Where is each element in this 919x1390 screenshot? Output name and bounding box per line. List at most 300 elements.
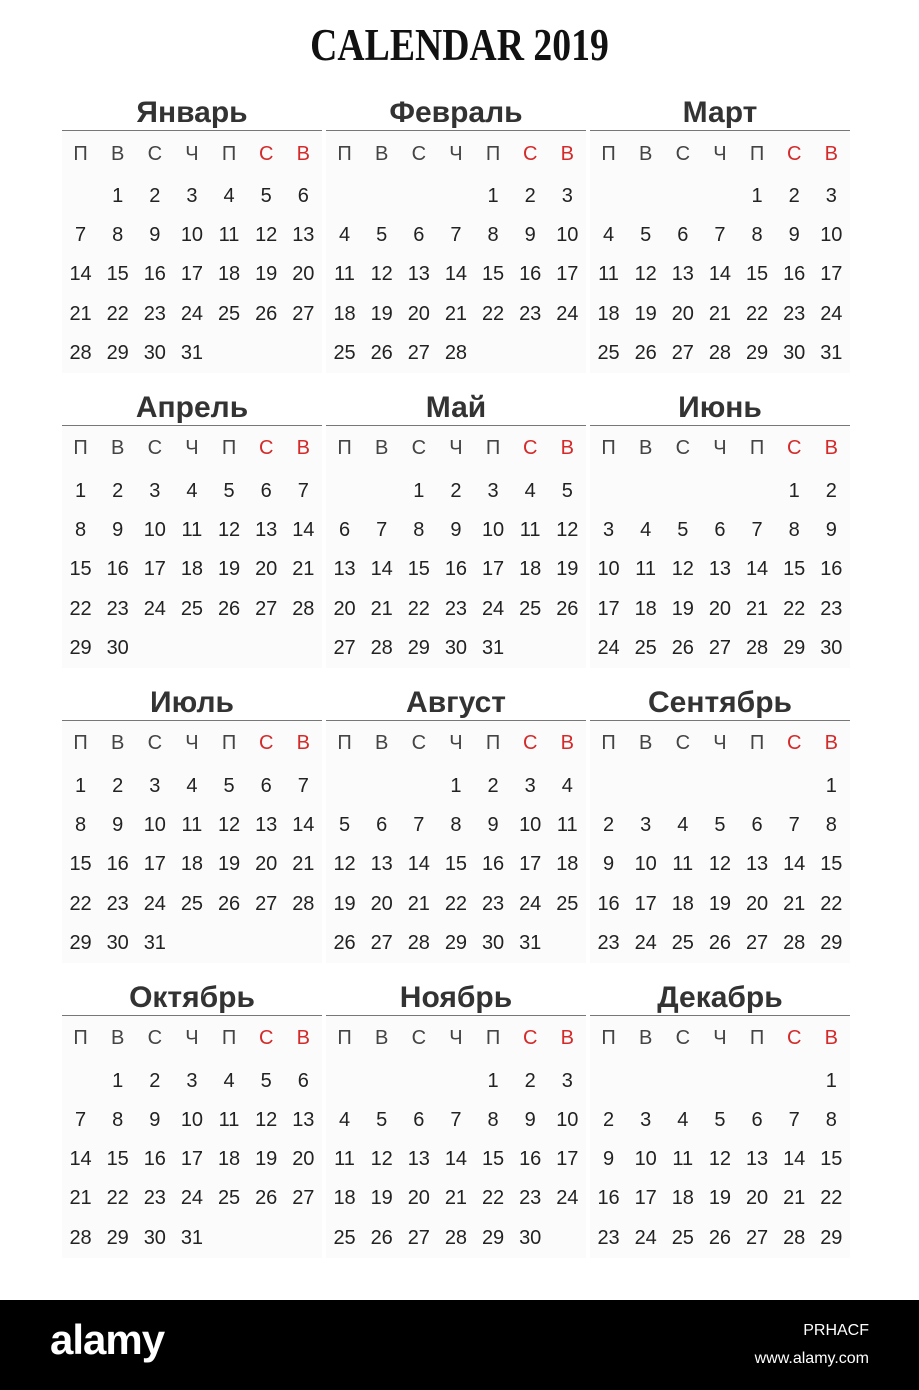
day-cell: 7: [297, 774, 309, 797]
days-grid: [62, 767, 322, 963]
weekday-label: П: [749, 437, 765, 460]
weekday-header: [326, 1016, 586, 1062]
weekday-label: В: [824, 1027, 838, 1050]
day-cell: 6: [714, 519, 726, 542]
day-cell: 18: [217, 263, 241, 286]
day-cell: 16: [106, 853, 129, 876]
weekday-label: П: [485, 142, 501, 165]
day-cell: 12: [333, 853, 356, 876]
day-cell: 2: [524, 1069, 536, 1092]
day-cell: 2: [112, 774, 124, 797]
weekday-label: В: [560, 1027, 574, 1050]
day-cell: 14: [708, 263, 732, 286]
weekday-header: [62, 721, 322, 767]
day-cell: 7: [714, 224, 726, 247]
day-cell: 13: [333, 558, 356, 581]
day-cell: 7: [413, 814, 425, 837]
day-cell: 15: [783, 558, 806, 581]
weekday-label: В: [639, 1027, 653, 1050]
day-cell: 13: [407, 263, 430, 286]
days-grid: [590, 767, 850, 963]
day-cell: 3: [640, 814, 652, 837]
month-block: [326, 391, 586, 668]
weekday-label: П: [749, 142, 765, 165]
day-cell: 21: [292, 558, 315, 581]
day-cell: 9: [149, 1109, 161, 1132]
weekday-label: Ч: [713, 142, 727, 165]
day-cell: 29: [481, 1226, 505, 1249]
day-cell: 25: [180, 597, 204, 620]
weekday-label: С: [786, 437, 802, 460]
weekday-label: П: [73, 732, 88, 755]
day-cell: 9: [603, 1148, 615, 1171]
day-cell: 18: [519, 558, 542, 581]
day-cell: 13: [745, 1148, 769, 1171]
day-cell: 27: [671, 341, 694, 364]
day-cell: 8: [751, 224, 763, 247]
weekday-header: [62, 426, 322, 472]
day-cell: 10: [180, 224, 204, 247]
day-cell: 11: [334, 263, 355, 286]
day-cell: 25: [671, 1226, 694, 1249]
weekday-label: С: [147, 142, 163, 165]
weekday-label: В: [111, 142, 125, 165]
weekday-label: С: [411, 437, 427, 460]
day-cell: 14: [370, 558, 393, 581]
day-cell: 29: [106, 1226, 129, 1249]
day-cell: 9: [788, 224, 800, 247]
day-cell: 7: [450, 1109, 462, 1132]
month-name: Январь: [62, 96, 322, 131]
watermark-footer: [0, 1300, 919, 1390]
day-cell: 19: [217, 853, 241, 876]
month-name: Февраль: [326, 96, 586, 131]
day-cell: 17: [180, 263, 204, 286]
weekday-label: Ч: [713, 1027, 727, 1050]
day-cell: 14: [745, 558, 769, 581]
weekday-label: В: [375, 732, 389, 755]
day-cell: 28: [444, 1226, 468, 1249]
weekday-label: П: [485, 437, 501, 460]
day-cell: 4: [524, 480, 536, 503]
day-cell: 1: [75, 480, 87, 503]
day-cell: 13: [671, 263, 694, 286]
weekday-label: П: [337, 142, 352, 165]
day-cell: 12: [370, 1148, 393, 1171]
weekday-label: С: [675, 732, 691, 755]
day-cell: 18: [671, 892, 694, 915]
day-cell: 10: [143, 814, 166, 837]
day-cell: 6: [376, 814, 388, 837]
weekday-label: П: [601, 437, 616, 460]
day-cell: 20: [255, 558, 278, 581]
month-block: [590, 981, 850, 1258]
month-name: Май: [326, 391, 586, 426]
day-cell: 7: [376, 519, 388, 542]
day-cell: 27: [292, 302, 315, 325]
day-cell: 15: [69, 853, 92, 876]
day-cell: 14: [292, 814, 315, 837]
day-cell: 28: [708, 341, 732, 364]
day-cell: 22: [783, 597, 806, 620]
day-cell: 8: [788, 519, 800, 542]
day-cell: 17: [556, 263, 579, 286]
day-cell: 6: [260, 774, 272, 797]
day-cell: 11: [218, 224, 240, 247]
weekday-label: В: [824, 437, 838, 460]
weekday-label: П: [337, 732, 352, 755]
day-cell: 14: [444, 1148, 468, 1171]
weekday-label: П: [221, 732, 237, 755]
day-cell: 20: [292, 263, 315, 286]
day-cell: 28: [745, 636, 769, 659]
weekday-label: П: [749, 1027, 765, 1050]
day-cell: 22: [444, 892, 468, 915]
day-cell: 4: [640, 519, 652, 542]
day-cell: 22: [745, 302, 769, 325]
day-cell: 17: [143, 558, 166, 581]
day-cell: 30: [444, 636, 468, 659]
day-cell: 6: [413, 1109, 425, 1132]
weekday-label: П: [73, 142, 88, 165]
days-grid: [326, 1062, 586, 1258]
month-block: [62, 391, 322, 668]
month-name: Март: [590, 96, 850, 131]
day-cell: 27: [255, 597, 278, 620]
day-cell: 7: [450, 224, 462, 247]
day-cell: 27: [292, 1187, 315, 1210]
days-grid: [590, 177, 850, 373]
day-cell: 16: [597, 892, 620, 915]
day-cell: 3: [186, 185, 198, 208]
day-cell: 19: [255, 263, 278, 286]
day-cell: 12: [217, 519, 241, 542]
day-cell: 3: [149, 774, 161, 797]
month-block: [590, 686, 850, 963]
day-cell: 3: [603, 519, 615, 542]
day-cell: 15: [820, 853, 843, 876]
weekday-header: [590, 426, 850, 472]
day-cell: 22: [106, 302, 129, 325]
day-cell: 2: [149, 185, 161, 208]
day-cell: 29: [444, 931, 468, 954]
day-cell: 19: [708, 892, 732, 915]
day-cell: 4: [339, 224, 351, 247]
day-cell: 3: [561, 185, 573, 208]
day-cell: 24: [820, 302, 843, 325]
weekday-label: С: [411, 1027, 427, 1050]
day-cell: 2: [450, 480, 462, 503]
month-block: [62, 686, 322, 963]
day-cell: 27: [255, 892, 278, 915]
day-cell: 28: [292, 597, 315, 620]
month-name: Июль: [62, 686, 322, 721]
day-cell: 17: [180, 1148, 204, 1171]
day-cell: 9: [487, 814, 499, 837]
weekday-label: С: [675, 437, 691, 460]
day-cell: 7: [751, 519, 763, 542]
day-cell: 17: [634, 892, 657, 915]
day-cell: 16: [783, 263, 806, 286]
day-cell: 1: [413, 480, 425, 503]
day-cell: 6: [677, 224, 689, 247]
day-cell: 8: [413, 519, 425, 542]
month-name: Октябрь: [62, 981, 322, 1016]
day-cell: 1: [788, 480, 800, 503]
day-cell: 5: [561, 480, 573, 503]
day-cell: 16: [519, 1148, 542, 1171]
day-cell: 30: [481, 931, 505, 954]
day-cell: 5: [260, 185, 272, 208]
day-cell: 23: [519, 302, 542, 325]
weekday-header: [62, 131, 322, 177]
day-cell: 11: [181, 519, 203, 542]
weekday-label: П: [601, 142, 616, 165]
months-grid: [62, 96, 852, 1258]
day-cell: 24: [481, 597, 505, 620]
days-grid: [590, 472, 850, 668]
month-block: [62, 96, 322, 373]
day-cell: 23: [143, 302, 166, 325]
day-cell: 28: [444, 341, 468, 364]
day-cell: 24: [597, 636, 620, 659]
day-cell: 19: [671, 597, 694, 620]
month-block: [326, 96, 586, 373]
weekday-label: С: [147, 1027, 163, 1050]
day-cell: 15: [444, 853, 468, 876]
day-cell: 24: [519, 892, 542, 915]
day-cell: 28: [370, 636, 393, 659]
day-cell: 18: [671, 1187, 694, 1210]
day-cell: 21: [745, 597, 769, 620]
day-cell: 19: [255, 1148, 278, 1171]
day-cell: 23: [106, 892, 129, 915]
alamy-logo: alamy: [50, 1316, 165, 1363]
day-cell: 1: [112, 185, 124, 208]
day-cell: 9: [112, 814, 124, 837]
weekday-label: С: [258, 437, 274, 460]
day-cell: 27: [407, 1226, 430, 1249]
day-cell: 23: [481, 892, 505, 915]
day-cell: 21: [292, 853, 315, 876]
day-cell: 22: [820, 892, 843, 915]
weekday-label: П: [337, 437, 352, 460]
month-block: [326, 981, 586, 1258]
weekday-label: В: [375, 1027, 389, 1050]
day-cell: 1: [75, 774, 87, 797]
day-cell: 6: [297, 1069, 309, 1092]
day-cell: 10: [481, 519, 505, 542]
day-cell: 12: [556, 519, 579, 542]
day-cell: 28: [69, 341, 92, 364]
weekday-label: П: [601, 732, 616, 755]
day-cell: 6: [260, 480, 272, 503]
day-cell: 20: [407, 302, 430, 325]
weekday-label: С: [675, 142, 691, 165]
weekday-header: [590, 1016, 850, 1062]
day-cell: 19: [556, 558, 579, 581]
weekday-label: С: [411, 142, 427, 165]
day-cell: 6: [339, 519, 351, 542]
day-cell: 6: [413, 224, 425, 247]
weekday-label: В: [560, 437, 574, 460]
day-cell: 20: [255, 853, 278, 876]
weekday-label: В: [375, 142, 389, 165]
weekday-label: П: [485, 1027, 501, 1050]
day-cell: 16: [820, 558, 843, 581]
calendar-title: CALENDAR 2019: [310, 19, 609, 70]
day-cell: 3: [149, 480, 161, 503]
day-cell: 2: [825, 480, 837, 503]
weekday-label: С: [258, 1027, 274, 1050]
day-cell: 11: [218, 1109, 240, 1132]
day-cell: 25: [217, 1187, 241, 1210]
day-cell: 17: [143, 853, 166, 876]
day-cell: 4: [186, 774, 198, 797]
day-cell: 31: [481, 636, 505, 659]
day-cell: 22: [820, 1187, 843, 1210]
day-cell: 2: [788, 185, 800, 208]
day-cell: 21: [444, 1187, 468, 1210]
day-cell: 26: [255, 302, 278, 325]
day-cell: 4: [561, 774, 573, 797]
day-cell: 2: [603, 1109, 615, 1132]
day-cell: 9: [149, 224, 161, 247]
day-cell: 14: [407, 853, 430, 876]
day-cell: 13: [292, 224, 315, 247]
day-cell: 1: [825, 1069, 837, 1092]
day-cell: 30: [143, 1226, 166, 1249]
day-cell: 8: [112, 224, 124, 247]
day-cell: 20: [370, 892, 393, 915]
day-cell: 16: [106, 558, 129, 581]
weekday-label: В: [560, 732, 574, 755]
weekday-label: П: [601, 1027, 616, 1050]
day-cell: 23: [106, 597, 129, 620]
weekday-label: С: [786, 732, 802, 755]
day-cell: 8: [75, 519, 87, 542]
day-cell: 29: [106, 341, 129, 364]
weekday-header: [326, 131, 586, 177]
day-cell: 5: [376, 224, 388, 247]
day-cell: 16: [143, 263, 166, 286]
day-cell: 7: [788, 814, 800, 837]
day-cell: 11: [519, 519, 541, 542]
day-cell: 26: [634, 341, 657, 364]
day-cell: 30: [143, 341, 166, 364]
day-cell: 22: [407, 597, 430, 620]
month-name: Август: [326, 686, 586, 721]
weekday-label: С: [522, 732, 538, 755]
day-cell: 23: [597, 1226, 620, 1249]
day-cell: 31: [143, 931, 166, 954]
days-grid: [62, 1062, 322, 1258]
day-cell: 9: [524, 1109, 536, 1132]
weekday-label: С: [147, 732, 163, 755]
day-cell: 2: [603, 814, 615, 837]
day-cell: 20: [745, 892, 769, 915]
day-cell: 29: [820, 931, 843, 954]
day-cell: 8: [825, 1109, 837, 1132]
day-cell: 22: [69, 597, 92, 620]
day-cell: 5: [223, 480, 235, 503]
day-cell: 21: [370, 597, 393, 620]
day-cell: 10: [556, 1109, 579, 1132]
weekday-label: В: [639, 142, 653, 165]
day-cell: 25: [597, 341, 620, 364]
day-cell: 24: [634, 1226, 657, 1249]
day-cell: 11: [556, 814, 578, 837]
day-cell: 10: [820, 224, 843, 247]
day-cell: 30: [783, 341, 806, 364]
day-cell: 10: [634, 1148, 657, 1171]
day-cell: 31: [820, 341, 843, 364]
day-cell: 27: [407, 341, 430, 364]
day-cell: 21: [783, 892, 806, 915]
day-cell: 27: [745, 931, 769, 954]
day-cell: 21: [69, 302, 92, 325]
day-cell: 25: [180, 892, 204, 915]
day-cell: 7: [297, 480, 309, 503]
day-cell: 26: [708, 931, 732, 954]
day-cell: 20: [407, 1187, 430, 1210]
weekday-label: В: [639, 437, 653, 460]
weekday-label: П: [221, 1027, 237, 1050]
day-cell: 17: [519, 853, 542, 876]
day-cell: 10: [143, 519, 166, 542]
day-cell: 13: [370, 853, 393, 876]
day-cell: 29: [820, 1226, 843, 1249]
day-cell: 11: [598, 263, 619, 286]
day-cell: 1: [112, 1069, 124, 1092]
weekday-label: Ч: [449, 732, 463, 755]
day-cell: 3: [825, 185, 837, 208]
weekday-label: П: [485, 732, 501, 755]
day-cell: 30: [820, 636, 843, 659]
day-cell: 18: [556, 853, 579, 876]
day-cell: 4: [603, 224, 615, 247]
day-cell: 12: [370, 263, 393, 286]
day-cell: 24: [180, 302, 204, 325]
day-cell: 26: [708, 1226, 732, 1249]
day-cell: 2: [487, 774, 499, 797]
day-cell: 23: [783, 302, 806, 325]
day-cell: 17: [556, 1148, 579, 1171]
days-grid: [326, 767, 586, 963]
day-cell: 4: [677, 814, 689, 837]
month-name: Апрель: [62, 391, 322, 426]
day-cell: 31: [519, 931, 542, 954]
day-cell: 4: [677, 1109, 689, 1132]
days-grid: [590, 1062, 850, 1258]
day-cell: 11: [334, 1148, 355, 1171]
day-cell: 29: [745, 341, 769, 364]
day-cell: 19: [634, 302, 657, 325]
day-cell: 5: [339, 814, 351, 837]
site-url: www.alamy.com: [754, 1350, 869, 1367]
day-cell: 11: [181, 814, 203, 837]
days-grid: [326, 177, 586, 373]
day-cell: 27: [708, 636, 732, 659]
weekday-label: В: [639, 732, 653, 755]
day-cell: 18: [634, 597, 657, 620]
day-cell: 6: [297, 185, 309, 208]
day-cell: 2: [112, 480, 124, 503]
day-cell: 15: [481, 1148, 505, 1171]
day-cell: 20: [292, 1148, 315, 1171]
days-grid: [326, 472, 586, 668]
day-cell: 13: [745, 853, 769, 876]
